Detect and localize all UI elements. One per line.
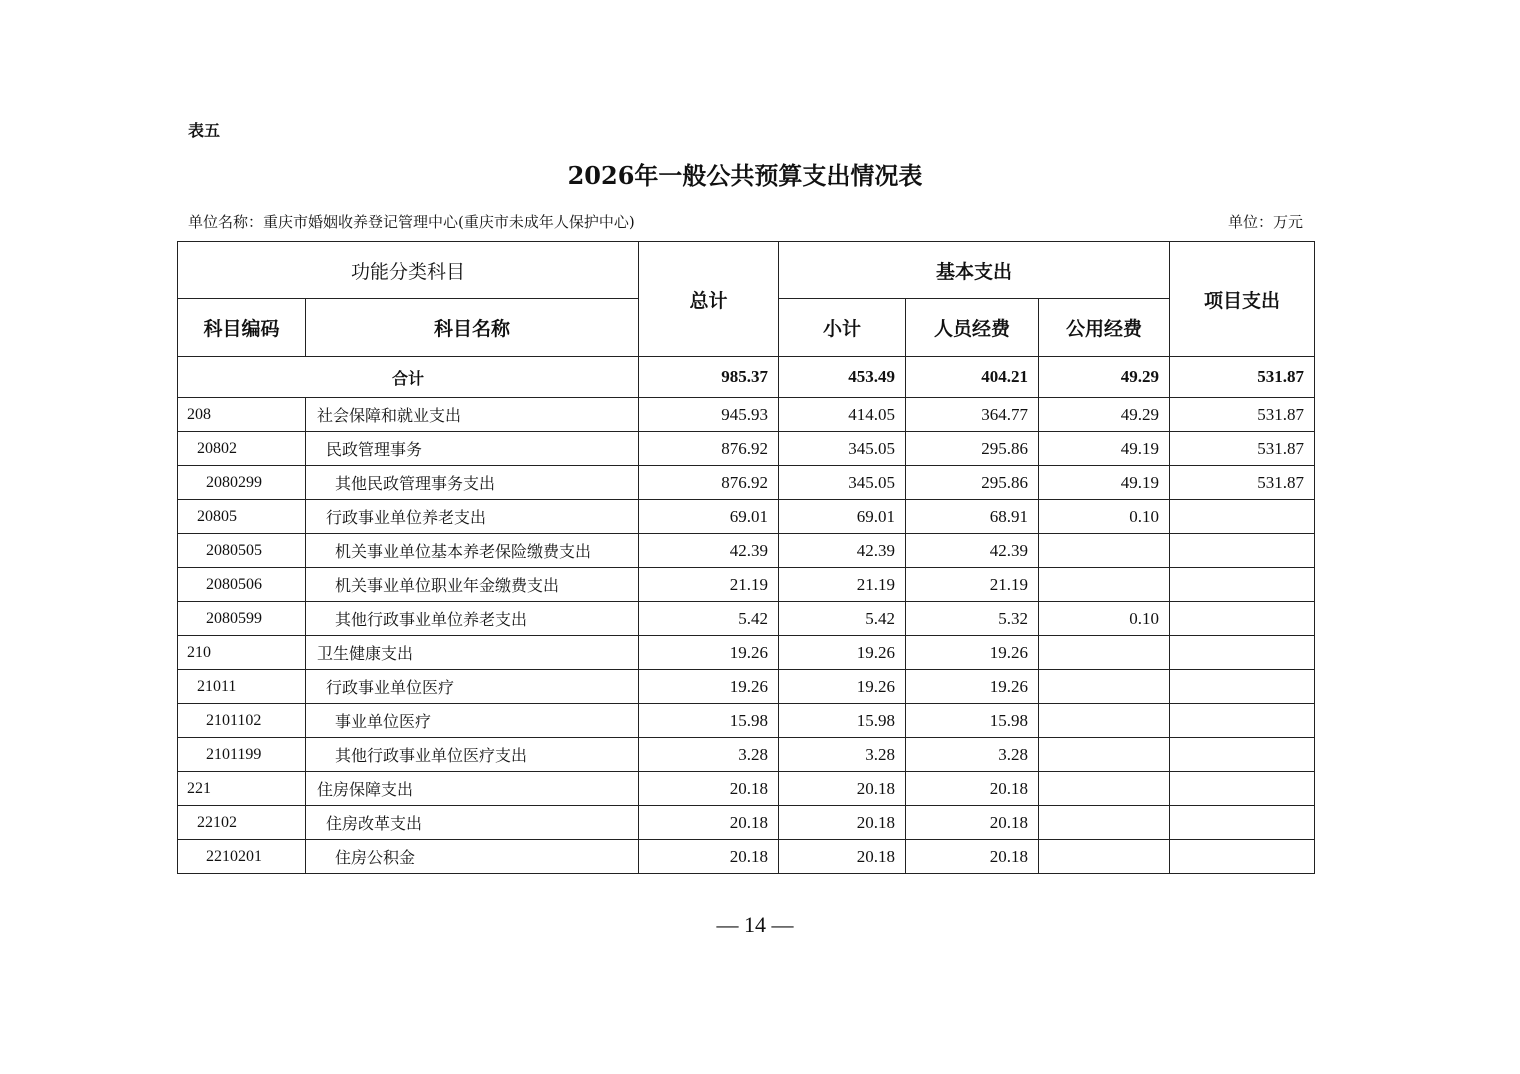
row-personnel: 20.18 xyxy=(906,840,1039,874)
row-name: 住房公积金 xyxy=(306,840,639,874)
row-subtotal: 20.18 xyxy=(779,772,906,806)
total-personnel: 404.21 xyxy=(906,357,1039,398)
row-name: 民政管理事务 xyxy=(306,432,639,466)
page-number: — 14 — xyxy=(716,912,794,937)
row-name: 其他民政管理事务支出 xyxy=(306,466,639,500)
row-public xyxy=(1039,772,1170,806)
table-row xyxy=(178,432,1315,466)
row-name: 其他行政事业单位养老支出 xyxy=(306,602,639,636)
row-public: 0.10 xyxy=(1039,602,1170,636)
row-project xyxy=(1170,806,1315,840)
row-personnel: 5.32 xyxy=(906,602,1039,636)
row-project xyxy=(1170,602,1315,636)
header-total: 总计 xyxy=(639,242,779,357)
header-name: 科目名称 xyxy=(306,299,639,357)
row-public xyxy=(1039,670,1170,704)
header-subtotal: 小计 xyxy=(779,299,906,357)
table-row xyxy=(178,466,1315,500)
table-row xyxy=(178,602,1315,636)
row-subtotal: 69.01 xyxy=(779,500,906,534)
row-project xyxy=(1170,568,1315,602)
row-name: 住房保障支出 xyxy=(306,772,639,806)
row-public: 49.19 xyxy=(1039,466,1170,500)
row-total: 42.39 xyxy=(639,534,779,568)
row-code: 2080599 xyxy=(178,602,306,636)
header-project: 项目支出 xyxy=(1170,242,1315,357)
row-subtotal: 42.39 xyxy=(779,534,906,568)
row-total: 876.92 xyxy=(639,466,779,500)
total-total: 985.37 xyxy=(639,357,779,398)
row-project xyxy=(1170,636,1315,670)
row-personnel: 15.98 xyxy=(906,704,1039,738)
row-public xyxy=(1039,704,1170,738)
row-project xyxy=(1170,500,1315,534)
row-personnel: 295.86 xyxy=(906,432,1039,466)
total-project: 531.87 xyxy=(1170,357,1315,398)
row-name: 机关事业单位基本养老保险缴费支出 xyxy=(306,534,639,568)
row-name: 机关事业单位职业年金缴费支出 xyxy=(306,568,639,602)
row-total: 876.92 xyxy=(639,432,779,466)
table-row xyxy=(178,772,1315,806)
row-project xyxy=(1170,670,1315,704)
table-row xyxy=(178,670,1315,704)
row-subtotal: 3.28 xyxy=(779,738,906,772)
row-code: 21011 xyxy=(178,670,306,704)
row-subtotal: 15.98 xyxy=(779,704,906,738)
table-row xyxy=(178,398,1315,432)
row-project xyxy=(1170,738,1315,772)
row-total: 5.42 xyxy=(639,602,779,636)
row-code: 20805 xyxy=(178,500,306,534)
page-title: 2026年一般公共预算支出情况表 xyxy=(567,161,923,190)
row-public: 49.29 xyxy=(1039,398,1170,432)
row-public xyxy=(1039,534,1170,568)
row-code: 20802 xyxy=(178,432,306,466)
unit-label: 单位：万元 xyxy=(1227,213,1303,231)
row-total: 19.26 xyxy=(639,670,779,704)
total-label: 合计 xyxy=(178,357,639,398)
row-code: 22102 xyxy=(178,806,306,840)
row-name: 卫生健康支出 xyxy=(306,636,639,670)
row-name: 事业单位医疗 xyxy=(306,704,639,738)
row-public xyxy=(1039,636,1170,670)
row-total: 945.93 xyxy=(639,398,779,432)
header-personnel: 人员经费 xyxy=(906,299,1039,357)
table-row xyxy=(178,534,1315,568)
row-total: 69.01 xyxy=(639,500,779,534)
row-subtotal: 345.05 xyxy=(779,432,906,466)
header-func-category: 功能分类科目 xyxy=(178,242,639,299)
row-personnel: 3.28 xyxy=(906,738,1039,772)
row-code: 210 xyxy=(178,636,306,670)
row-subtotal: 19.26 xyxy=(779,636,906,670)
row-project xyxy=(1170,840,1315,874)
row-total: 3.28 xyxy=(639,738,779,772)
row-name: 行政事业单位医疗 xyxy=(306,670,639,704)
total-subtotal: 453.49 xyxy=(779,357,906,398)
row-public: 49.19 xyxy=(1039,432,1170,466)
row-personnel: 19.26 xyxy=(906,636,1039,670)
row-personnel: 295.86 xyxy=(906,466,1039,500)
table-number: 表五 xyxy=(188,121,221,140)
row-name: 住房改革支出 xyxy=(306,806,639,840)
row-personnel: 42.39 xyxy=(906,534,1039,568)
header-public: 公用经费 xyxy=(1039,299,1170,357)
row-total: 19.26 xyxy=(639,636,779,670)
row-personnel: 19.26 xyxy=(906,670,1039,704)
row-public xyxy=(1039,840,1170,874)
table-row xyxy=(178,840,1315,874)
row-code: 2210201 xyxy=(178,840,306,874)
row-code: 208 xyxy=(178,398,306,432)
row-project: 531.87 xyxy=(1170,398,1315,432)
row-subtotal: 21.19 xyxy=(779,568,906,602)
total-public: 49.29 xyxy=(1039,357,1170,398)
row-public: 0.10 xyxy=(1039,500,1170,534)
row-personnel: 68.91 xyxy=(906,500,1039,534)
row-code: 2080505 xyxy=(178,534,306,568)
row-personnel: 20.18 xyxy=(906,772,1039,806)
header-basic: 基本支出 xyxy=(779,242,1170,299)
row-personnel: 20.18 xyxy=(906,806,1039,840)
table-row xyxy=(178,704,1315,738)
row-total: 15.98 xyxy=(639,704,779,738)
row-subtotal: 5.42 xyxy=(779,602,906,636)
row-total: 20.18 xyxy=(639,840,779,874)
row-public xyxy=(1039,738,1170,772)
row-public xyxy=(1039,568,1170,602)
row-personnel: 21.19 xyxy=(906,568,1039,602)
row-subtotal: 20.18 xyxy=(779,840,906,874)
row-project: 531.87 xyxy=(1170,466,1315,500)
row-code: 2101199 xyxy=(178,738,306,772)
row-total: 20.18 xyxy=(639,772,779,806)
row-subtotal: 19.26 xyxy=(779,670,906,704)
table-row xyxy=(178,806,1315,840)
row-project xyxy=(1170,704,1315,738)
table-row xyxy=(178,568,1315,602)
row-project xyxy=(1170,534,1315,568)
row-code: 2101102 xyxy=(178,704,306,738)
row-total: 20.18 xyxy=(639,806,779,840)
row-project xyxy=(1170,772,1315,806)
row-code: 2080299 xyxy=(178,466,306,500)
row-personnel: 364.77 xyxy=(906,398,1039,432)
row-name: 其他行政事业单位医疗支出 xyxy=(306,738,639,772)
table-row xyxy=(178,500,1315,534)
row-total: 21.19 xyxy=(639,568,779,602)
row-code: 221 xyxy=(178,772,306,806)
row-project: 531.87 xyxy=(1170,432,1315,466)
header-code: 科目编码 xyxy=(178,299,306,357)
row-code: 2080506 xyxy=(178,568,306,602)
row-subtotal: 345.05 xyxy=(779,466,906,500)
budget-table xyxy=(177,241,1315,874)
total-row xyxy=(178,357,1315,398)
unit-name: 单位名称：重庆市婚姻收养登记管理中心(重庆市未成年人保护中心) xyxy=(188,213,635,231)
row-subtotal: 414.05 xyxy=(779,398,906,432)
row-public xyxy=(1039,806,1170,840)
row-name: 社会保障和就业支出 xyxy=(306,398,639,432)
row-name: 行政事业单位养老支出 xyxy=(306,500,639,534)
table-row xyxy=(178,738,1315,772)
row-subtotal: 20.18 xyxy=(779,806,906,840)
table-row xyxy=(178,636,1315,670)
